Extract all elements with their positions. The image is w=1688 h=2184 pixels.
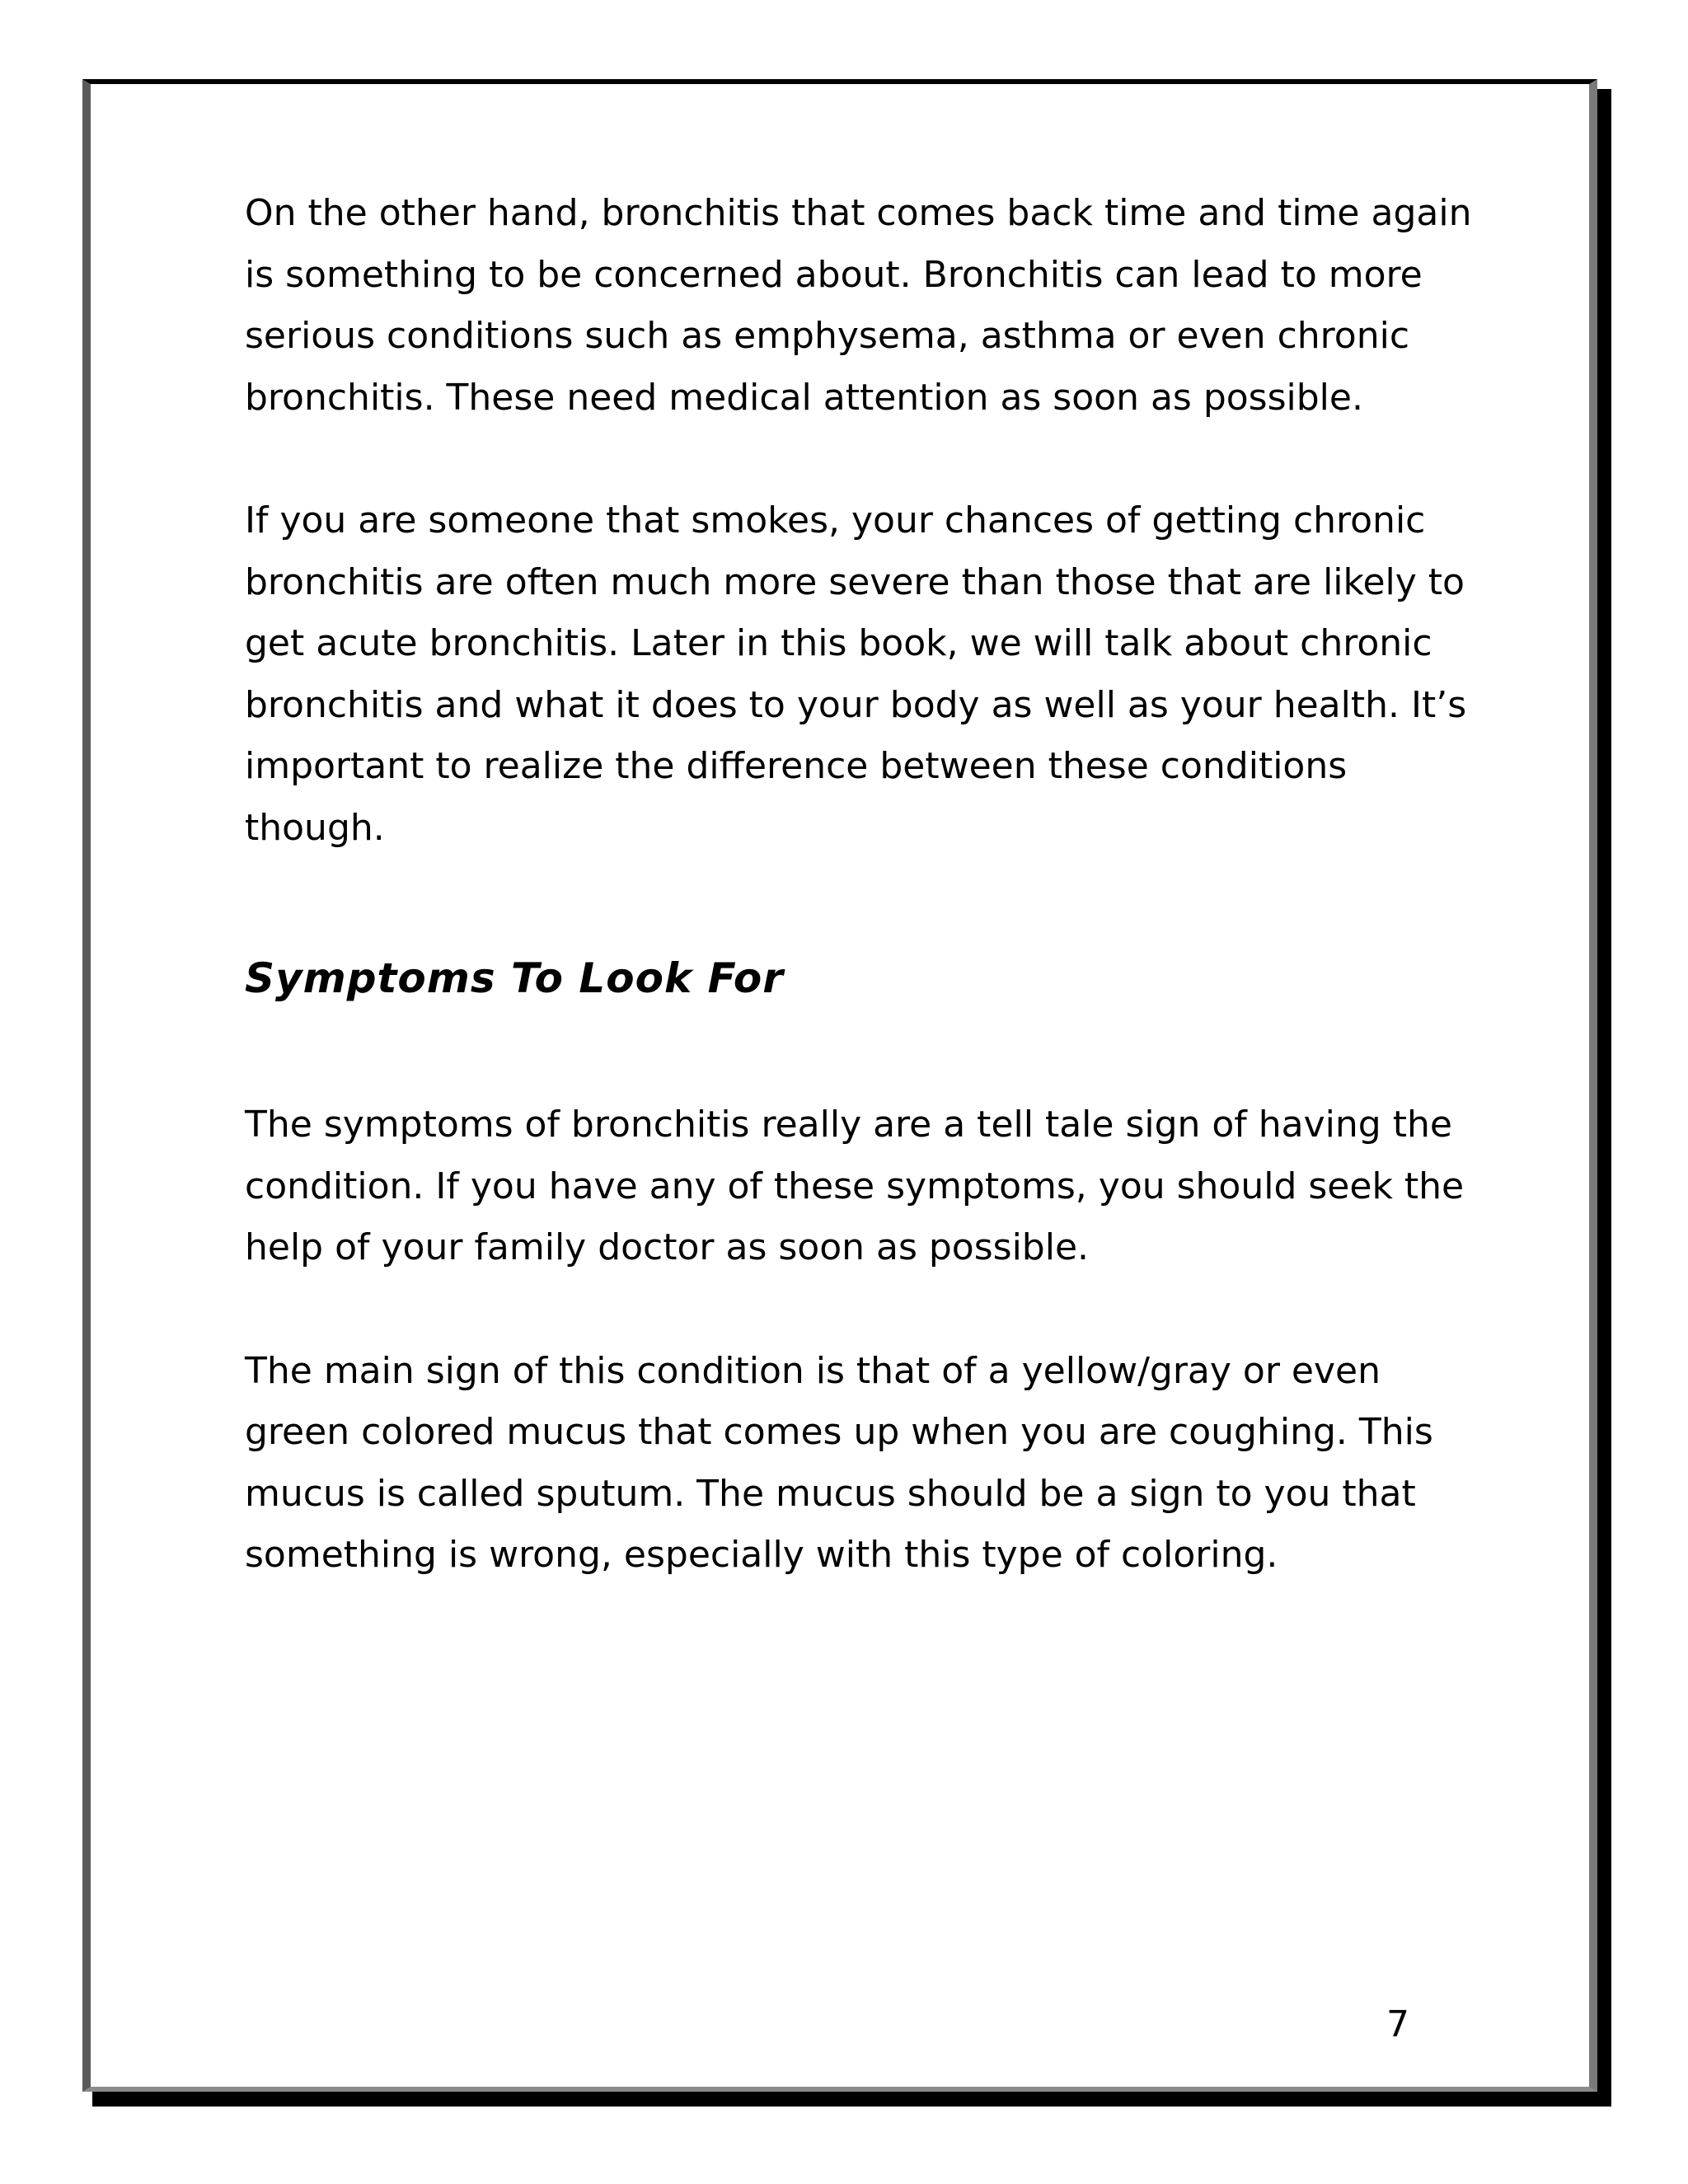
page-number: 7 — [1386, 2004, 1409, 2046]
section-heading: Symptoms To Look For — [245, 954, 784, 1002]
paragraph-symptoms: The symptoms of bronchitis really are a tell tale sign of having the condition. If you have any of these symptoms, you should seek the help of your family doctor as soon as possible. — [245, 1104, 1465, 1268]
paragraph-smokers: If you are someone that smokes, your chances of getting chronic bronchitis are often much more severe than those that are likely to get acute bronchitis. Later in this book, we will talk about chronic bronchitis and what it does to your body as well as your health. It’s important to realize the difference between these conditions though. — [245, 499, 1467, 849]
paragraph-recurring-bronchitis: On the other hand, bronchitis that comes back time and time again is something to be concerned about. Bronchitis can lead to more serious conditions such as emphysema, asthma or even chronic bronchitis. These need medical attention as soon as possible. — [245, 192, 1472, 419]
page-content — [245, 183, 1481, 1586]
paragraph-main-sign: The main sign of this condition is that of a yellow/gray or even green colored mucus that comes up when you are coughing. This mucus is called sputum. The mucus should be a sign to you that something is wrong, especially with this type of coloring. — [245, 1349, 1433, 1576]
